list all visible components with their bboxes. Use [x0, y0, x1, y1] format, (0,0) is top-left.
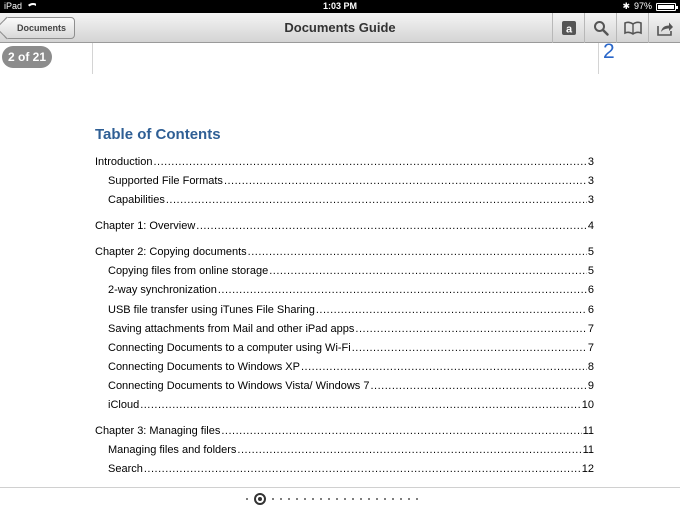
- toc-entry[interactable]: [95, 425, 594, 438]
- share-icon: [656, 21, 674, 36]
- toc-entry-title: Copying files from online storage: [108, 265, 269, 277]
- toc-entry[interactable]: [95, 156, 594, 169]
- text-size-glyph: a: [565, 23, 572, 36]
- toc-entry-page: 7: [587, 323, 594, 335]
- toc-entry-title: Connecting Documents to a computer using Wi-Fi: [108, 342, 351, 354]
- toc-entry-page: 9: [587, 380, 594, 392]
- toc-entry-title: Supported File Formats: [108, 175, 223, 187]
- page-number: 2: [603, 40, 615, 63]
- status-bar: [0, 0, 680, 13]
- scrubber-dot: [280, 498, 282, 500]
- toc-entry[interactable]: [108, 284, 594, 297]
- scrubber-dot: [272, 498, 274, 500]
- toc-dot-leader: [269, 265, 587, 278]
- toc-entry-title: Capabilities: [108, 194, 165, 206]
- scrubber-dot: [352, 498, 354, 500]
- scrubber-dot: [360, 498, 362, 500]
- battery-percent: 97%: [633, 1, 652, 11]
- toc-dot-leader: [218, 284, 587, 297]
- toc-entry-title: Search: [108, 463, 143, 475]
- toc-entry-page: 12: [581, 463, 594, 475]
- scrubber-dot: [376, 498, 378, 500]
- toc-entry[interactable]: [108, 399, 594, 412]
- text-size-button[interactable]: [552, 13, 584, 43]
- scrubber-dot: [246, 498, 248, 500]
- page-scrubber-bar: [0, 487, 680, 510]
- scrubber-dot: [312, 498, 314, 500]
- toc-dot-leader: [196, 220, 587, 233]
- scrubber-dot: [336, 498, 338, 500]
- bookmarks-button[interactable]: [616, 13, 648, 43]
- status-right: [622, 0, 676, 13]
- toc-entry-page: 11: [582, 444, 594, 456]
- toc-entry[interactable]: [108, 323, 594, 336]
- toc-entry[interactable]: [108, 304, 594, 317]
- toc-entry[interactable]: [108, 463, 594, 476]
- scrubber-dot: [328, 498, 330, 500]
- scrubber-dot: [392, 498, 394, 500]
- toc-entry-title: 2-way synchronization: [108, 284, 217, 296]
- toc-entry-title: USB file transfer using iTunes File Sharing: [108, 304, 315, 316]
- toc-entry[interactable]: [108, 444, 594, 457]
- toc-entry-page: 10: [581, 399, 594, 411]
- toc-entry-title: Introduction: [95, 156, 153, 168]
- toc-entry-page: 5: [587, 246, 594, 258]
- toc-dot-leader: [140, 399, 581, 412]
- toc-dot-leader: [237, 444, 581, 457]
- toc-entry[interactable]: [108, 265, 594, 278]
- page-margin-guide-left: [92, 43, 93, 74]
- toc-entry-page: 6: [587, 304, 594, 316]
- toc-dot-leader: [166, 194, 587, 207]
- document-title: Documents Guide: [284, 20, 396, 35]
- scrubber-thumb[interactable]: [254, 493, 266, 505]
- toc-entry[interactable]: [108, 342, 594, 355]
- toc-entry-title: Connecting Documents to Windows XP: [108, 361, 300, 373]
- scrubber-dot: [296, 498, 298, 500]
- toc-heading: Table of Contents: [95, 126, 221, 143]
- toc-dot-leader: [224, 175, 587, 188]
- toc-entry[interactable]: [108, 361, 594, 374]
- scrubber-dot: [304, 498, 306, 500]
- toc-dot-leader: [355, 323, 586, 336]
- scrubber-dot: [400, 498, 402, 500]
- toc-dot-leader: [144, 463, 581, 476]
- toc-entry-page: 3: [587, 194, 594, 206]
- toc-entry-title: iCloud: [108, 399, 140, 411]
- documents-back-button[interactable]: [4, 17, 75, 39]
- toc-dot-leader: [153, 156, 586, 169]
- text-size-icon: [561, 20, 577, 36]
- toc-entry[interactable]: [108, 175, 594, 188]
- toc-entry-page: 3: [587, 175, 594, 187]
- toolbar: [552, 13, 680, 43]
- scrubber-dot: [416, 498, 418, 500]
- battery-fill: [658, 5, 674, 9]
- toc-dot-leader: [221, 425, 581, 438]
- bluetooth-icon: ✱: [622, 1, 630, 11]
- scrubber-dot: [384, 498, 386, 500]
- battery-icon: [656, 3, 676, 11]
- toc-entry-page: 11: [582, 425, 594, 437]
- toc-dot-leader: [316, 304, 587, 317]
- page-indicator-badge: 2 of 21: [2, 46, 52, 68]
- toc-entry-title: Chapter 3: Managing files: [95, 425, 221, 437]
- scrubber-dot: [344, 498, 346, 500]
- toc-dot-leader: [301, 361, 587, 374]
- toc-dot-leader: [248, 246, 587, 259]
- scrubber-dot: [320, 498, 322, 500]
- scrubber-dot: [288, 498, 290, 500]
- toc-entry-title: Chapter 2: Copying documents: [95, 246, 247, 258]
- share-button[interactable]: [648, 13, 680, 43]
- page-scrubber[interactable]: [246, 493, 418, 505]
- toc-entry-title: Saving attachments from Mail and other iPad apps: [108, 323, 355, 335]
- toc-entry-page: 3: [587, 156, 594, 168]
- search-button[interactable]: [584, 13, 616, 43]
- toc-entry[interactable]: [108, 380, 594, 393]
- device-name: iPad: [4, 1, 23, 11]
- toc-entry-title: Chapter 1: Overview: [95, 220, 196, 232]
- navigation-bar: [0, 13, 680, 43]
- toc-entry-title: Managing files and folders: [108, 444, 237, 456]
- search-icon: [593, 20, 609, 36]
- toc-entry-page: 7: [587, 342, 594, 354]
- toc-entry-page: 4: [587, 220, 594, 232]
- toc-dot-leader: [352, 342, 587, 355]
- toc-entry-title: Connecting Documents to Windows Vista/ Windows 7: [108, 380, 370, 392]
- back-button-label: Documents: [17, 23, 67, 33]
- scrubber-dot: [408, 498, 410, 500]
- toc-entry[interactable]: [95, 246, 594, 259]
- scrubber-dot: [368, 498, 370, 500]
- toc-entry-page: 8: [587, 361, 594, 373]
- toc-entry-page: 6: [587, 284, 594, 296]
- toc-entry-page: 5: [587, 265, 594, 277]
- status-time: 1:03 PM: [322, 1, 357, 11]
- toc-entry[interactable]: [95, 220, 594, 233]
- toc-dot-leader: [370, 380, 586, 393]
- page-margin-guide-right: [598, 43, 599, 74]
- toc-entry[interactable]: [108, 194, 594, 207]
- book-icon: [624, 21, 642, 35]
